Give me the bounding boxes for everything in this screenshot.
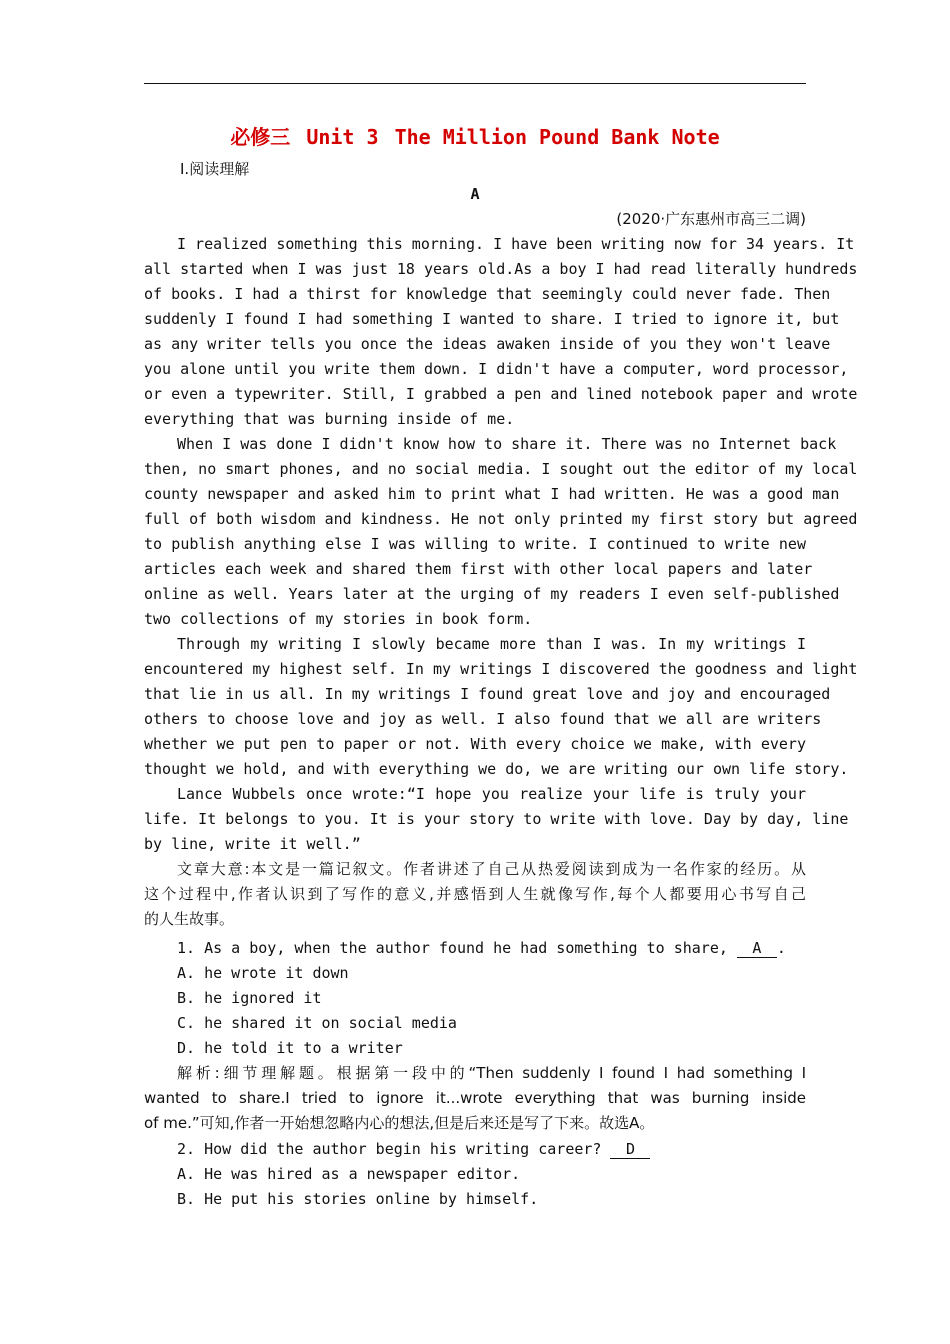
summary-line: 的人生故事。 — [144, 910, 235, 928]
passage-line: as any writer tells you once the ideas awaken inside of you they won't leave — [144, 335, 831, 353]
header-rule — [144, 83, 806, 84]
passage-line: then, no smart phones, and no social media. I sought out the editor of my local — [144, 460, 858, 478]
passage-label: A — [470, 185, 480, 203]
question-2-option: A. He was hired as a newspaper editor. — [177, 1165, 521, 1183]
passage-line: county newspaper and asked him to print what I had written. He was a good man — [144, 485, 840, 503]
analysis-line: wanted to share.I tried to ignore it...wrote everything that was burning inside — [144, 1089, 806, 1107]
summary-line: 这个过程中,作者认识到了写作的意义,并感悟到人生就像写作,每个人都要用心书写自己 — [144, 885, 806, 903]
question-2-option: B. He put his stories online by himself. — [177, 1190, 539, 1208]
question-2 — [177, 1137, 806, 1162]
title-text: The Million Pound Bank Note — [394, 125, 720, 149]
analysis-line: of me.”可知,作者一开始想忽略内心的想法,但是后来还是写了下来。故选A。 — [144, 1114, 655, 1132]
passage-line: When I was done I didn't know how to share it. There was no Internet back — [177, 435, 837, 453]
title-unit: Unit 3 — [306, 125, 379, 149]
passage-line: everything that was burning inside of me. — [144, 410, 515, 428]
question-1-end: . — [776, 939, 786, 957]
passage-line: two collections of my stories in book form. — [144, 610, 533, 628]
question-1-option: C. he shared it on social media — [177, 1014, 457, 1032]
question-2-answer: D — [610, 1140, 650, 1159]
question-1-option: B. he ignored it — [177, 989, 322, 1007]
question-1-option: D. he told it to a writer — [177, 1039, 403, 1057]
passage-line: to publish anything else I was willing to write. I continued to write new — [144, 535, 806, 553]
question-1 — [177, 936, 806, 961]
passage-line: Lance Wubbels once wrote:“I hope you realize your life is truly your — [177, 785, 806, 803]
title-module: 必修三 — [230, 125, 291, 149]
passage-line: of books. I had a thirst for knowledge that seemingly could never fade. Then — [144, 285, 831, 303]
passage-line: that lie in us all. In my writings I found great love and joy and encouraged — [144, 685, 831, 703]
passage-line: whether we put pen to paper or not. With every choice we make, with every — [144, 735, 806, 753]
source-note: (2020·广东惠州市高三二调) — [616, 210, 806, 228]
question-1-answer: A — [737, 939, 777, 958]
question-1-stem: 1. As a boy, when the author found he had something to share, — [177, 939, 728, 957]
section-heading: Ⅰ.阅读理解 — [180, 160, 250, 178]
summary-line: 文章大意:本文是一篇记叙文。作者讲述了自己从热爱阅读到成为一名作家的经历。从 — [177, 860, 806, 878]
analysis-line: 解析:细节理解题。根据第一段中的“Then suddenly I found I had something I — [177, 1064, 806, 1082]
passage-line: full of both wisdom and kindness. He not only printed my first story but agreed — [144, 510, 858, 528]
passage-line: thought we hold, and with everything we do, we are writing our own life story. — [144, 760, 849, 778]
passage-line: by line, write it well.” — [144, 835, 361, 853]
passage-line: suddenly I found I had something I wanted to share. I tried to ignore it, but — [144, 310, 840, 328]
question-1-option: A. he wrote it down — [177, 964, 349, 982]
passage-line: others to choose love and joy as well. I also found that we all are writers — [144, 710, 822, 728]
passage-line: all started when I was just 18 years old.As a boy I had read literally hundreds — [144, 260, 858, 278]
passage-line: you alone until you write them down. I didn't have a computer, word processor, — [144, 360, 849, 378]
question-2-stem: 2. How did the author begin his writing career? — [177, 1140, 602, 1158]
passage-line: encountered my highest self. In my writings I discovered the goodness and light — [144, 660, 858, 678]
passage-line: I realized something this morning. I have been writing now for 34 years. It — [177, 235, 855, 253]
passage-line: articles each week and shared them first with other local papers and later — [144, 560, 813, 578]
passage-line: or even a typewriter. Still, I grabbed a pen and lined notebook paper and wrote — [144, 385, 858, 403]
lesson-title — [144, 123, 806, 151]
passage-line: life. It belongs to you. It is your story to write with love. Day by day, line — [144, 810, 849, 828]
passage-line: Through my writing I slowly became more than I was. In my writings I — [177, 635, 806, 653]
passage-line: online as well. Years later at the urging of my readers I even self-published — [144, 585, 840, 603]
